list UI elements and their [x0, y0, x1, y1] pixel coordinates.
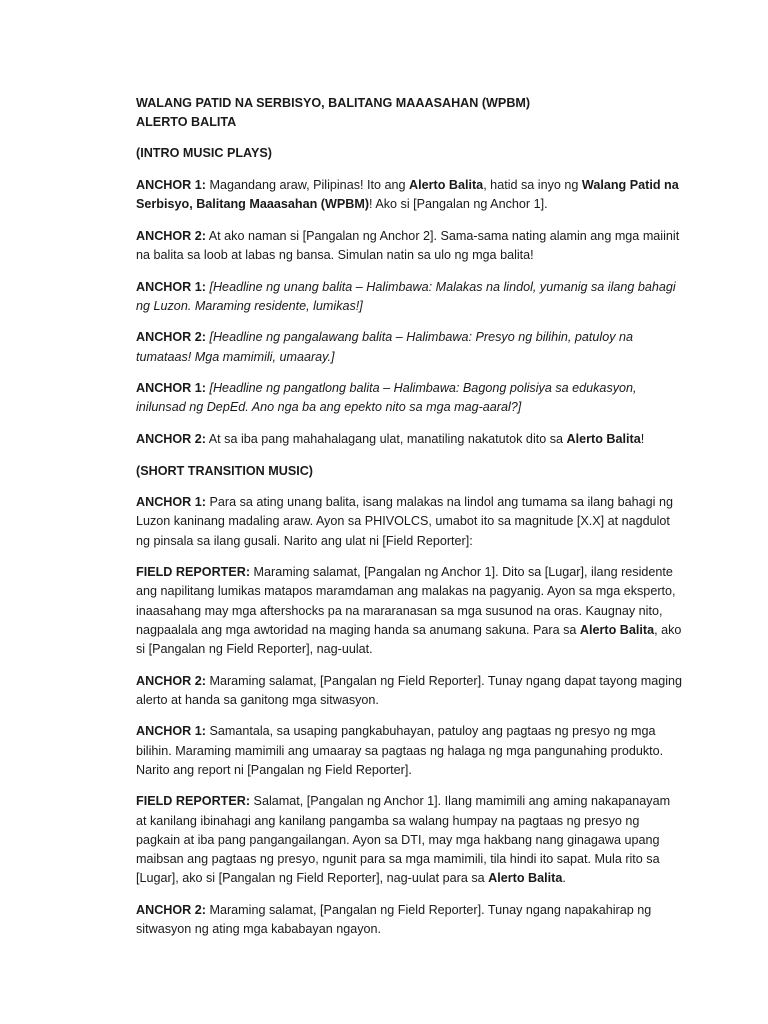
paragraph-text: , ako si [Pangalan ng Field Reporter], nag-uulat. [136, 622, 682, 656]
speaker-label: ANCHOR 2: [136, 673, 206, 688]
script-paragraph [136, 227, 684, 265]
speaker-label: ANCHOR 1: [136, 178, 206, 192]
bold-text: Alerto Balita [409, 178, 484, 192]
paragraph-text: . [562, 871, 566, 886]
script-paragraph [136, 328, 684, 366]
paragraph-text: ! [640, 431, 645, 446]
document-page [136, 94, 684, 952]
speaker-label: ANCHOR 2: [136, 431, 206, 446]
paragraph-text: Maraming salamat, [Pangalan ng Anchor 1]. Dito sa [Lugar], ilang residente ang napilitang lumikas matapos maramdaman ang malakas na pagyanig. Ayon sa mga eksperto, inaasahang may mga aftershocks pa na mararanasan sa mga susunod na oras. Kaugnay nito, nagpaalala ang mga awtoridad na maging handa sa anumang sakuna. Para sa [136, 565, 676, 637]
paragraph-text: , hatid sa inyo ng [483, 178, 582, 192]
script-paragraph [136, 493, 684, 551]
headline-text: [Headline ng unang balita – Halimbawa: Malakas na lindol, yumanig sa ilang bahagi ng Luzon. Maraming residente, lumikas!] [136, 279, 676, 313]
script-paragraph [136, 563, 684, 659]
paragraph-text: Para sa ating unang balita, isang malakas na lindol ang tumama sa ilang bahagi ng Luzon kaninang madaling araw. Ayon sa PHIVOLCS, umabot ito sa magnitude [X.X] at nagdulot ng pinsala sa ilang gusali. Narito ang ulat ni [Field Reporter]: [136, 495, 673, 548]
script-paragraph [136, 278, 684, 316]
script-paragraph [136, 176, 684, 214]
cue-intro-music: (INTRO MUSIC PLAYS) [136, 146, 272, 161]
title-line-program: WALANG PATID NA SERBISYO, BALITANG MAAASAHAN (WPBM) [136, 96, 531, 110]
paragraph-text: At sa iba pang mahahalagang ulat, manatiling nakatutok dito sa [205, 431, 567, 446]
headline-text: [Headline ng pangatlong balita – Halimbawa: Bagong polisiya sa edukasyon, inilunsad ng DepEd. Ano nga ba ang epekto nito sa mga mag-aaral?] [136, 381, 637, 415]
bold-text: Alerto Balita [579, 622, 655, 637]
script-paragraph [136, 901, 684, 939]
bold-text: Alerto Balita [488, 871, 563, 886]
title-line-segment: ALERTO BALITA [136, 115, 237, 130]
document-title [136, 94, 684, 132]
paragraph-text: Samantala, sa usaping pangkabuhayan, patuloy ang pagtaas ng presyo ng mga bilihin. Maraming mamimili ang umaaray sa pagtaas ng halaga ng mga pangunahing produkto. Narito ang report ni [Pangalan ng Field Reporter]. [136, 724, 664, 777]
paragraph-text: Maraming salamat, [Pangalan ng Field Reporter]. Tunay ngang dapat tayong maging alerto at handa sa ganitong mga sitwasyon. [136, 673, 683, 707]
speaker-label: ANCHOR 2: [136, 228, 206, 243]
script-paragraph [136, 672, 684, 710]
speaker-label: ANCHOR 1: [136, 279, 206, 294]
paragraph-text: ! Ako si [Pangalan ng Anchor 1]. [369, 197, 548, 212]
script-paragraph [136, 379, 684, 417]
speaker-label: ANCHOR 1: [136, 381, 206, 396]
bold-text: Alerto Balita [566, 431, 641, 446]
bold-text: Walang Patid na Serbisyo, Balitang Maaasahan (WPBM) [136, 178, 679, 212]
headline-text: [Headline ng pangalawang balita – Halimbawa: Presyo ng bilihin, patuloy na tumataas! Mga mamimili, umaaray.] [136, 330, 634, 364]
speaker-label: FIELD REPORTER: [136, 794, 251, 809]
speaker-label: ANCHOR 2: [136, 902, 206, 917]
paragraph-text: Magandang araw, Pilipinas! Ito ang [205, 178, 409, 192]
speaker-label: FIELD REPORTER: [136, 565, 251, 580]
paragraph-text: Maraming salamat, [Pangalan ng Field Reporter]. Tunay ngang napakahirap ng sitwasyon ng ating mga kababayan ngayon. [136, 902, 652, 936]
speaker-label: ANCHOR 1: [136, 724, 206, 739]
script-paragraph [136, 792, 684, 888]
speaker-label: ANCHOR 2: [136, 330, 206, 345]
speaker-label: ANCHOR 1: [136, 495, 206, 510]
script-paragraph [136, 430, 684, 449]
paragraph-text: At ako naman si [Pangalan ng Anchor 2]. Sama-sama nating alamin ang mga maiinit na balita sa loob at labas ng bansa. Simulan natin sa ulo ng mga balita! [136, 228, 680, 262]
script-paragraph [136, 722, 684, 780]
paragraph-text: Salamat, [Pangalan ng Anchor 1]. Ilang mamimili ang aming nakapanayam at kanilang ibinahagi ang kanilang pangamba sa walang humpay na pagtaas ng presyo ng pagkain at iba pang pangangailangan. Ayon sa DTI, may mga hakbang nang ginagawa upang maibsan ang pagtaas ng presyo, ngunit para sa mga mamimili, tila hindi ito sapat. Mula rito sa [Lugar], ako si [Pangalan ng Field Reporter], nag-uulat para sa [136, 794, 671, 886]
cue-short-transition: (SHORT TRANSITION MUSIC) [136, 463, 314, 478]
